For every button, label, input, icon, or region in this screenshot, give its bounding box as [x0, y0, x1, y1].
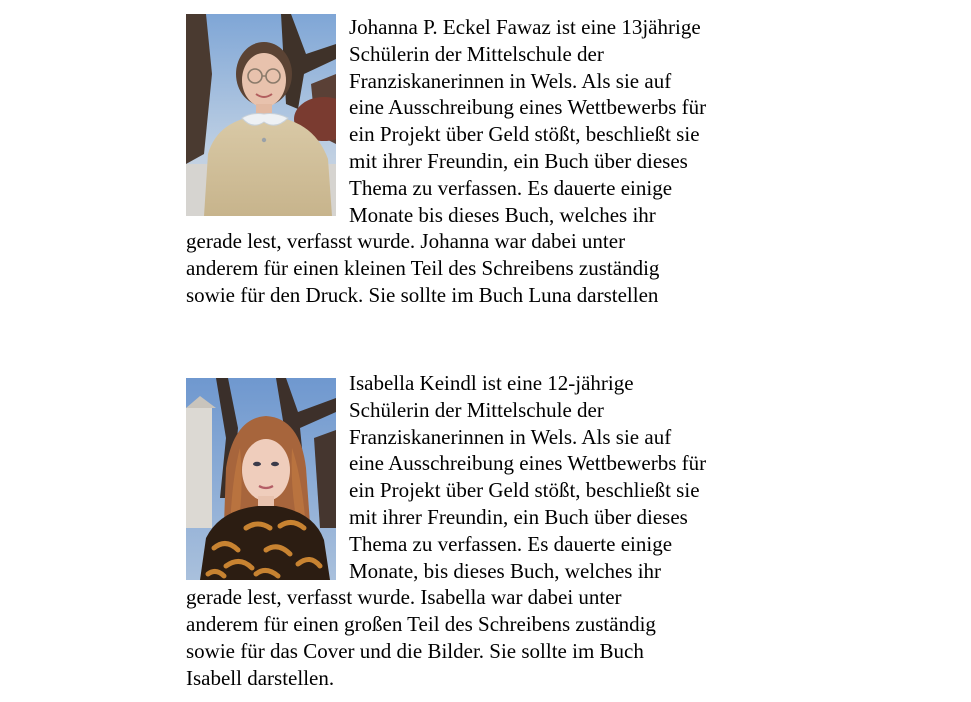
bio-line: Johanna P. Eckel Fawaz ist eine 13jährige — [349, 15, 701, 39]
bio-line: Thema zu verfassen. Es dauerte einige — [349, 175, 673, 200]
photo-johanna — [186, 14, 336, 216]
bio-line: anderem für einen kleinen Teil des Schreibens zuständig — [186, 256, 660, 281]
bio-line: Isabell darstellen. — [186, 665, 335, 690]
bio-line: gerade lest, verfasst wurde. Isabella war dabei unter — [186, 585, 622, 610]
bio-line: Schülerin der Mittelschule der — [349, 397, 604, 422]
bio-line: anderem für einen großen Teil des Schreibens zuständig — [186, 612, 656, 637]
bio-line: ein Projekt über Geld stößt, beschließt sie — [349, 122, 700, 147]
bio-line: gerade lest, verfasst wurde. Johanna war dabei unter — [186, 229, 626, 254]
bio-line: Thema zu verfassen. Es dauerte einige — [349, 531, 673, 556]
bio-line: Monate, bis dieses Buch, welches ihr — [349, 558, 662, 583]
bio-line: Isabella Keindl ist eine 12-jährige — [349, 371, 634, 395]
bio-line: eine Ausschreibung eines Wettbewerbs für — [349, 451, 707, 476]
bio-line: mit ihrer Freundin, ein Buch über dieses — [349, 505, 688, 529]
bio-line: eine Ausschreibung eines Wettbewerbs für — [349, 95, 707, 120]
bio-line: Franziskanerinnen in Wels. Als sie auf — [349, 424, 672, 449]
bio-line: mit ihrer Freundin, ein Buch über dieses — [349, 149, 688, 173]
bio-line: Franziskanerinnen in Wels. Als sie auf — [349, 68, 672, 93]
photo-isabella — [186, 378, 336, 580]
bio-line: sowie für das Cover und die Bilder. Sie sollte im Buch — [186, 639, 644, 663]
bio-line: Schülerin der Mittelschule der — [349, 41, 604, 66]
bio-line: Monate bis dieses Buch, welches ihr — [349, 202, 656, 227]
bio-line: sowie für den Druck. Sie sollte im Buch Luna darstellen — [186, 283, 659, 307]
bio-line: ein Projekt über Geld stößt, beschließt sie — [349, 478, 700, 503]
